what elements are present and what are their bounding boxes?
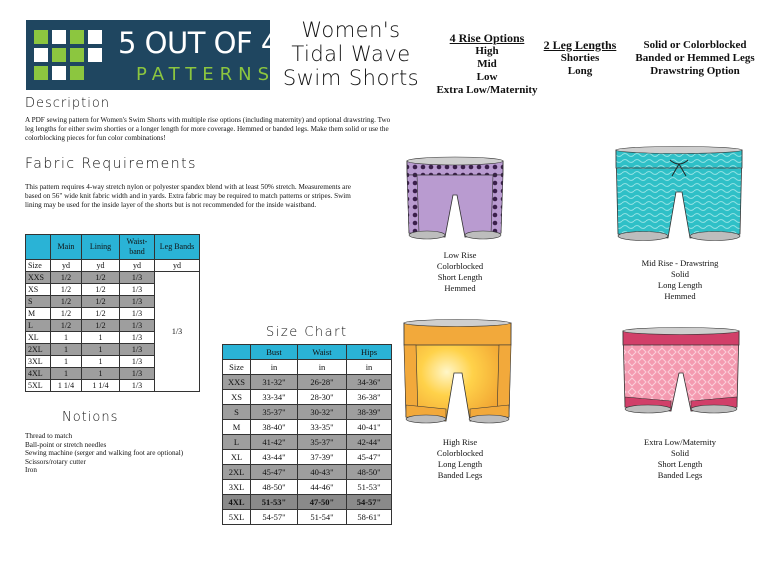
fabric-size: 3XL — [26, 356, 51, 368]
notion-item: Sewing machine (serger and walking foot are optional) — [25, 449, 184, 457]
style-option: Drawstring Option — [650, 65, 740, 77]
caption-line: High Rise — [442, 437, 478, 447]
fabric-size: XXS — [26, 272, 51, 284]
style-options — [620, 39, 770, 78]
description-heading: Description — [25, 96, 111, 111]
title-line-2: Tidal Wave — [291, 42, 411, 66]
size-cell: 35-37" — [251, 405, 298, 420]
fabric-size: XL — [26, 332, 51, 344]
extra-low-shorts-illustration — [617, 327, 745, 421]
pattern-title — [276, 18, 426, 90]
fabric-cell: 1 — [82, 332, 120, 344]
size-label: S — [223, 405, 251, 420]
logo-subtitle: PATTERNS — [136, 64, 276, 85]
notion-item: Thread to match — [25, 432, 73, 440]
caption-line: Banded Legs — [657, 470, 703, 480]
size-label: 4XL — [223, 495, 251, 510]
fabric-cell: 1/2 — [51, 320, 82, 332]
fabric-cell: 1/3 — [120, 272, 155, 284]
fabric-heading: Fabric Requirements — [25, 156, 197, 172]
fabric-size: M — [26, 308, 51, 320]
size-col-header: Bust — [251, 345, 298, 360]
fabric-size: S — [26, 296, 51, 308]
fabric-cell: 1/2 — [82, 296, 120, 308]
fabric-cell: 1/3 — [120, 296, 155, 308]
caption-line: Banded Legs — [437, 470, 483, 480]
size-cell: 33-34" — [251, 390, 298, 405]
caption-line: Hemmed — [664, 291, 696, 301]
fabric-unit: yd — [82, 260, 120, 272]
fabric-cell: 1/3 — [120, 380, 155, 392]
description-text: A PDF sewing pattern for Women's Swim Shorts with multiple rise options (including maternity) and optional drawstring. Two leg lengths for either swim shorties or a longer length for more coverage. Hemmed or banded legs. Make them solid or use the colorblocking pieces for fun color combinations! — [25, 116, 391, 142]
size-cell: 45-47" — [347, 450, 392, 465]
size-label: 3XL — [223, 480, 251, 495]
size-cell: 26-28" — [298, 375, 347, 390]
size-cell: 37-39" — [298, 450, 347, 465]
fabric-cell: 1/2 — [51, 272, 82, 284]
fabric-cell: 1/2 — [82, 308, 120, 320]
fabric-size: 5XL — [26, 380, 51, 392]
size-label: XS — [223, 390, 251, 405]
fabric-cell: 1/3 — [120, 320, 155, 332]
leg-lengths — [540, 39, 620, 78]
size-cell: 36-38" — [347, 390, 392, 405]
low-rise-shorts-illustration — [403, 155, 507, 247]
leg-bands-value: 1/3 — [155, 272, 200, 392]
mid-rise-shorts-illustration — [610, 146, 748, 246]
size-cell: 58-61" — [347, 510, 392, 525]
logo-title: 5 OUT OF 4 — [118, 26, 279, 60]
fabric-text: This pattern requires 4-way stretch nylon or polyester spandex blend with at least 50% stretch. Measurements are based on 56" wide knit fabric width and in yards. Extra fabric may be required to match patterns or stripes. Swim lining may be used for the inside layer of the shorts but is not recommended for the inside waistband. — [25, 183, 351, 209]
fabric-size: L — [26, 320, 51, 332]
fabric-cell: 1/2 — [51, 296, 82, 308]
style-option: Banded or Hemmed Legs — [635, 52, 755, 64]
size-cell: 43-44" — [251, 450, 298, 465]
caption-line: Short Length — [437, 272, 483, 282]
title-line-3: Swim Shorts — [282, 66, 420, 90]
caption-line: Colorblocked — [436, 261, 484, 271]
fabric-cell: 1 — [51, 356, 82, 368]
size-cell: 40-43" — [298, 465, 347, 480]
size-cell: 42-44" — [347, 435, 392, 450]
high-rise-caption — [420, 437, 500, 481]
caption-line: Long Length — [657, 280, 703, 290]
brand-logo — [26, 20, 279, 90]
size-cell: 51-53" — [347, 480, 392, 495]
fabric-unit: yd — [51, 260, 82, 272]
fabric-size: 2XL — [26, 344, 51, 356]
caption-line: Long Length — [437, 459, 483, 469]
fabric-cell: 1 1/4 — [82, 380, 120, 392]
leg-length-option: Long — [567, 65, 593, 77]
size-cell: 51-53" — [251, 495, 298, 510]
fabric-cell: 1/3 — [120, 332, 155, 344]
size-cell: 54-57" — [251, 510, 298, 525]
size-label: XL — [223, 450, 251, 465]
fabric-cell: 1/3 — [120, 356, 155, 368]
rise-options — [432, 32, 542, 97]
size-cell: 48-50" — [251, 480, 298, 495]
fabric-cell: 1/2 — [82, 284, 120, 296]
caption-line: Hemmed — [444, 283, 476, 293]
fabric-cell: 1 1/4 — [51, 380, 82, 392]
size-cell: 30-32" — [298, 405, 347, 420]
fabric-size: XS — [26, 284, 51, 296]
size-cell: 38-39" — [347, 405, 392, 420]
size-cell: 28-30" — [298, 390, 347, 405]
fabric-unit: yd — [155, 260, 200, 272]
fabric-col-header: Main — [51, 235, 82, 260]
size-chart-heading: Size Chart — [266, 325, 348, 340]
size-cell: 41-42" — [251, 435, 298, 450]
style-option: Solid or Colorblocked — [643, 39, 747, 51]
caption-line: Mid Rise - Drawstring — [641, 258, 719, 268]
rise-option: High — [475, 45, 499, 57]
size-cell: 51-54" — [298, 510, 347, 525]
fabric-cell: 1 — [51, 332, 82, 344]
fabric-table — [25, 234, 200, 392]
fabric-cell: 1 — [51, 368, 82, 380]
size-unit: in — [298, 360, 347, 375]
leg-lengths-heading: 2 Leg Lengths — [543, 38, 617, 52]
fabric-cell: 1/3 — [120, 368, 155, 380]
fabric-cell: 1/2 — [82, 320, 120, 332]
fabric-col-header: Waist-band — [120, 235, 155, 260]
notion-item: Ball-point or stretch needles — [25, 440, 107, 449]
mid-rise-caption — [620, 258, 740, 302]
fabric-cell: 1 — [82, 368, 120, 380]
size-cell: 44-46" — [298, 480, 347, 495]
fabric-cell: 1/2 — [51, 308, 82, 320]
size-cell: 33-35" — [298, 420, 347, 435]
size-cell: 31-32" — [251, 375, 298, 390]
size-col-header: Hips — [347, 345, 392, 360]
size-cell: 34-36" — [347, 375, 392, 390]
fabric-col-header: Lining — [82, 235, 120, 260]
size-unit: in — [347, 360, 392, 375]
size-label: 5XL — [223, 510, 251, 525]
caption-line: Short Length — [657, 459, 703, 469]
title-line-1: Women's — [301, 18, 401, 42]
caption-line: Solid — [671, 448, 689, 458]
high-rise-shorts-illustration — [400, 319, 515, 431]
caption-line: Colorblocked — [436, 448, 484, 458]
fabric-cell: 1/2 — [51, 284, 82, 296]
rise-option: Low — [476, 71, 498, 83]
size-label: XXS — [223, 375, 251, 390]
size-label: 2XL — [223, 465, 251, 480]
fabric-col-header — [26, 235, 51, 260]
size-label: M — [223, 420, 251, 435]
leg-length-option: Shorties — [560, 52, 600, 64]
fabric-cell: 1/3 — [120, 308, 155, 320]
fabric-size: 4XL — [26, 368, 51, 380]
size-cell: 47-50" — [298, 495, 347, 510]
fabric-unit: yd — [120, 260, 155, 272]
caption-line: Low Rise — [443, 250, 477, 260]
caption-line: Solid — [671, 269, 689, 279]
size-cell: 48-50" — [347, 465, 392, 480]
size-cell: 35-37" — [298, 435, 347, 450]
size-cell: 54-57" — [347, 495, 392, 510]
size-label: L — [223, 435, 251, 450]
notions-heading: Notions — [62, 410, 119, 425]
notion-item: Scissors/rotary cutter — [25, 457, 86, 466]
caption-line: Extra Low/Maternity — [644, 437, 716, 447]
rise-options-heading: 4 Rise Options — [449, 31, 525, 45]
extra-low-caption — [625, 437, 735, 481]
notions-list — [25, 432, 225, 475]
fabric-cell: 1/2 — [82, 272, 120, 284]
fabric-cell: 1 — [82, 356, 120, 368]
fabric-unit: Size — [26, 260, 51, 272]
rise-option: Mid — [477, 58, 497, 70]
fabric-cell: 1/3 — [120, 344, 155, 356]
rise-option: Extra Low/Maternity — [436, 84, 538, 96]
size-unit: in — [251, 360, 298, 375]
size-unit: Size — [223, 360, 251, 375]
fabric-cell: 1 — [51, 344, 82, 356]
size-col-header — [223, 345, 251, 360]
size-cell: 38-40" — [251, 420, 298, 435]
size-cell: 40-41" — [347, 420, 392, 435]
size-cell: 45-47" — [251, 465, 298, 480]
size-chart-table — [222, 344, 392, 525]
fabric-cell: 1 — [82, 344, 120, 356]
size-col-header: Waist — [298, 345, 347, 360]
low-rise-caption — [420, 250, 500, 294]
fabric-cell: 1/3 — [120, 284, 155, 296]
fabric-col-header: Leg Bands — [155, 235, 200, 260]
notion-item: Iron — [25, 466, 37, 474]
